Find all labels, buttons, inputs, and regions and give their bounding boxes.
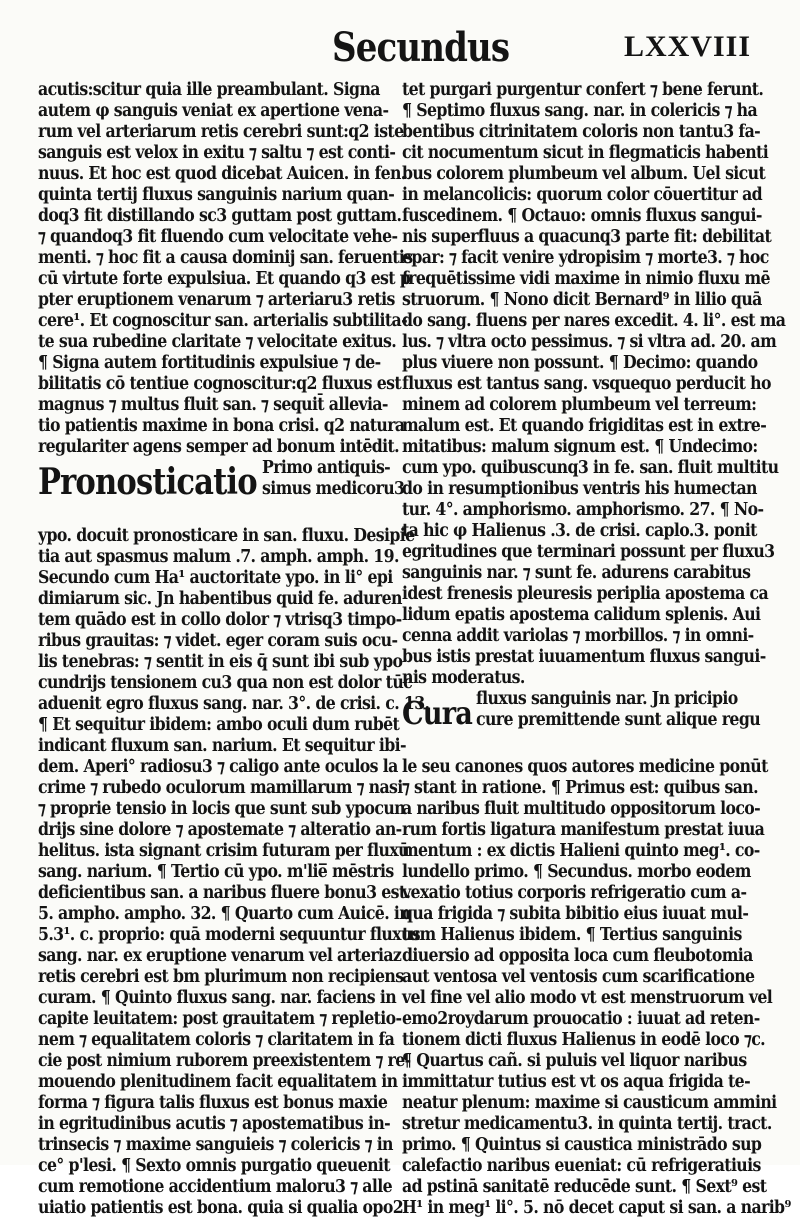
text-line: stretur medicamentu3. in quinta tertij. tract. (402, 1114, 772, 1134)
text-line: tum Halienus ibidem. ¶ Tertius sanguinis (402, 925, 742, 945)
text-line: trinsecis ⁊ maxime sanguieis ⁊ colericis ⁊ in (38, 1135, 393, 1155)
text-line: diuersio ad opposita loca cum fleubotomia (402, 946, 753, 966)
text-line: calefactio naribus eueniat: cū refrigeratiuis (402, 1156, 761, 1176)
text-line: do sang. fluens per nares excedit. 4. li°. est ma (402, 311, 786, 331)
text-line: te sua rubedine claritate ⁊ velocitate exitus. (38, 332, 397, 352)
text-line: magnus ⁊ multus fluit san. ⁊ sequit̄ allevia- (38, 395, 388, 415)
text-line: cundrijs tensionem cu3 qua non est dolor tūc (38, 673, 413, 693)
text-line: capite leuitatem: post grauitatem ⁊ repletio- (38, 1009, 402, 1029)
text-line: bilitatis cō tentiue cognoscitur:q2 fluxus est (38, 374, 401, 394)
text-line: mouendo plenitudinem facit equalitatem in (38, 1072, 398, 1092)
text-line: tem quādo est in collo dolor ⁊ vtrisq3 timpo- (38, 610, 402, 630)
right-column-text-top (402, 80, 786, 689)
text-line: cū virtute forte expulsiua. Et quando q3 est p (38, 269, 411, 289)
text-line: cit nocumentum sicut in flegmaticis habenti (402, 143, 769, 163)
text-line: ypo. docuit pronosticare in san. fluxu. Desipie (38, 526, 415, 546)
text-line: menti. ⁊ hoc fit a causa dominij san. feruentis (38, 248, 413, 268)
text-line: simus medicoru3 (262, 479, 405, 499)
text-line: ⁊ stant in ratione. ¶ Primus est: quibus san. (402, 778, 758, 798)
text-line: regulariter agens semper ad bonum intēdit. (38, 437, 400, 457)
text-line: lis tenebras: ⁊ sentit in eis q̄ sunt ibi sub ypo (38, 652, 403, 672)
section-heading-cura (402, 689, 768, 757)
text-line: ¶ Septimo fluxus sang. nar. in colericis ⁊ ha (402, 101, 758, 121)
text-line: deficientibus san. a naribus fluere bonu3 est. (38, 883, 411, 903)
text-line: cenna addit variolas ⁊ morbillos. ⁊ in omni- (402, 626, 754, 646)
section-heading-pronosticatio (38, 458, 405, 526)
text-line: idest frenesis pleuresis periplia apostema ca (402, 584, 769, 604)
running-title: Secundus (332, 24, 510, 71)
text-line: lus. ⁊ vltra octo pessimus. ⁊ si vltra ad. 20. am (402, 332, 777, 352)
text-line: quinta tertij fluxus sanguinis narium quan- (38, 185, 395, 205)
text-line: 5. ampho. ampho. 32. ¶ Quarto cum Auicē. in (38, 904, 411, 924)
text-line: frequētissime vidi maxime in nimio fluxu mē (402, 269, 770, 289)
text-line: in egritudinibus acutis ⁊ apostematibus in- (38, 1114, 391, 1134)
text-line: mitatibus: malum signum est. ¶ Undecimo: (402, 437, 758, 457)
text-line: aduenit egro fluxus sang. nar. 3°. de crisi. c. 13. (38, 694, 430, 714)
text-line: drijs sine dolore ⁊ apostemate ⁊ alteratio an- (38, 820, 402, 840)
text-line: qua frigida ⁊ subita bibitio eius iuuat mul- (402, 904, 749, 924)
text-line: sanguis est velox in exitu ⁊ saltu ⁊ est conti- (38, 143, 396, 163)
text-line: cum remotione accidentium maloru3 ⁊ alle (38, 1177, 392, 1197)
text-line: nuus. Et hoc est quod dicebat Auicen. in fen. (38, 164, 406, 184)
text-line: nem ⁊ equalitatem coloris ⁊ claritatem in fa (38, 1030, 395, 1050)
text-line: lidum epatis apostema calidum splenis. Aui (402, 605, 761, 625)
text-line: fluxus sanguinis nar. Jn pricipio (476, 689, 738, 709)
text-line: minem ad colorem plumbeum vel terreum: (402, 395, 757, 415)
folio-number: LXXVIII (624, 30, 752, 63)
text-line: nis moderatus. (402, 668, 525, 688)
text-line: ¶ Quartus cañ. si puluis vel liquor naribus (402, 1051, 747, 1071)
text-line: doq3 fit distillando sc3 guttam post guttam. (38, 206, 402, 226)
text-line: rum fortis ligatura manifestum prestat iuua (402, 820, 765, 840)
text-line: cere¹. Et cognoscitur san. arterialis subtilita- (38, 311, 407, 331)
text-line: immittatur tutius est vt os aqua frigida te- (402, 1072, 750, 1092)
text-line: sanguinis nar. ⁊ sunt fe. adurens carabitus (402, 563, 751, 583)
text-line: lundello primo. ¶ Secundus. morbo eodem (402, 862, 751, 882)
text-line: tur. 4°. amphorismo. amphorismo. 27. ¶ No- (402, 500, 764, 520)
text-line: mentum : ex dictis Halieni quinto meg¹. co- (402, 841, 760, 861)
text-line: bus istis prestat iuuamentum fluxus sangui- (402, 647, 766, 667)
text-line: le seu canones quos autores medicine ponūt (402, 757, 768, 777)
text-line: dem. Aperi° radiosu3 ⁊ caligo ante oculos la (38, 757, 398, 777)
left-column (38, 80, 430, 1219)
text-line: aut ventosa vel ventosis cum scarificatione (402, 967, 755, 987)
text-line: rum vel arteriarum retis cerebri sunt:q2 iste (38, 122, 404, 142)
text-line: malum est. Et quando frigiditas est in extre- (402, 416, 767, 436)
right-column-text-bottom (402, 757, 791, 1219)
text-line: sang. nar. ex eruptione venarum vel arteriaz (38, 946, 402, 966)
text-line: emo2roydarum prouocatio : iuuat ad reten- (402, 1009, 760, 1029)
text-line: bus colorem plumbeum vel album. Uel sicut (402, 164, 766, 184)
text-line: ¶ Et sequitur ibidem: ambo oculi dum rubēt (38, 715, 400, 735)
left-column-text-bottom (38, 526, 430, 1219)
text-line: ribus grauitas: ⁊ videt. eger coram suis ocu- (38, 631, 398, 651)
heading-word: Cura (402, 694, 472, 732)
text-line: ce° p'lesi. ¶ Sexto omnis purgatio queuenit (38, 1156, 390, 1176)
text-line: fuscedinem. ¶ Octauo: omnis fluxus sangui- (402, 206, 762, 226)
heading-side-text (476, 689, 761, 731)
text-line: cum ypo. quibuscunq3 in fe. san. fluit multitu (402, 458, 779, 478)
text-line: indicant fluxum san. narium. Et sequitur ibi- (38, 736, 406, 756)
text-line: tio patientis maxime in bona crisi. q2 natura (38, 416, 405, 436)
text-line: retis cerebri est bm plurimum non recipiens (38, 967, 404, 987)
left-column-text-top (38, 80, 413, 458)
text-line: 5.3¹. c. proprio: quā moderni sequuntur fluxus (38, 925, 421, 945)
text-line: ⁊ quandoq3 fit fluendo cum velocitate vehe- (38, 227, 398, 247)
page-header (0, 20, 800, 80)
text-line: cure premittende sunt alique regu (476, 710, 761, 730)
text-line: vexatio totius corporis refrigeratio cum a- (402, 883, 747, 903)
text-line: ¶ Signa autem fortitudinis expulsiue ⁊ de- (38, 353, 381, 373)
text-line: autem φ sanguis veniat ex apertione vena- (38, 101, 389, 121)
text-line: dimiarum sic. Jn habentibus quid fe. aduren (38, 589, 402, 609)
text-line: crime ⁊ rubedo oculorum mamillarum ⁊ nasi (38, 778, 403, 798)
text-line: forma ⁊ figura talis fluxus est bonus maxie (38, 1093, 388, 1113)
text-line: cie post nimium ruborem preexistentem ⁊ re- (38, 1051, 411, 1071)
text-line: Primo antiquis- (262, 458, 391, 478)
text-line: ta hic φ Halienus .3. de crisi. caplo.3. ponit (402, 521, 757, 541)
text-line: acutis:scitur quia ille preambulant. Signa (38, 80, 380, 100)
text-line: tionem dicti fluxus Halienus in eodē loco ⁊c. (402, 1030, 766, 1050)
text-line: a naribus fluit multitudo oppositorum loco- (402, 799, 761, 819)
text-line: epar: ⁊ facit venire ydropisim ⁊ morte3. ⁊ hoc (402, 248, 769, 268)
text-line: uiatio patientis est bona. quia si qualia opo2 (38, 1198, 404, 1218)
text-line: tia aut spasmus malum .7. amph. amph. 19. (38, 547, 399, 567)
text-line: curam. ¶ Quinto fluxus sang. nar. faciens in (38, 988, 397, 1008)
text-line: in melancolicis: quorum color cōuertitur ad (402, 185, 763, 205)
text-line: fluxus est tantus sang. vsquequo perducit ho (402, 374, 771, 394)
text-line: neatur plenum: maxime si causticum ammini (402, 1093, 777, 1113)
text-line: nis superfluus a quacunq3 parte fit: debilitat (402, 227, 772, 247)
text-line: bentibus citrinitatem coloris non tantu3 fa- (402, 122, 761, 142)
right-column (402, 80, 791, 1219)
text-line: ⁊ proprie tensio in locis que sunt sub ypocun (38, 799, 405, 819)
text-line: do in resumptionibus ventris his humectan (402, 479, 757, 499)
text-line: pter eruptionem venarum ⁊ arteriaru3 retis (38, 290, 395, 310)
text-line: ad pstinā sanitatē reducēde sunt. ¶ Sext⁹ est (402, 1177, 767, 1197)
heading-word: Pronosticatio (38, 461, 257, 503)
text-line: tet purgari purgentur confert ⁊ bene ferunt. (402, 80, 764, 100)
text-line: sang. narium. ¶ Tertio cū ypo. m'lie̅ mēstris (38, 862, 394, 882)
text-line: helitus. ista signant crisim futuram per fluxū (38, 841, 409, 861)
text-line: vel fine vel alio modo vt est menstruorum vel (402, 988, 773, 1008)
text-line: primo. ¶ Quintus si caustica ministrādo sup (402, 1135, 762, 1155)
text-line: H¹ in meg¹ li°. 5. nō decet caput si san. a narib⁹ (402, 1198, 791, 1218)
text-line: struorum. ¶ Nono dicit Bernard⁹ in lilio quā (402, 290, 762, 310)
text-line: egritudines que terminari possunt per fluxu3 (402, 542, 775, 562)
text-line: Secundo cum Ha¹ auctoritate ypo. in li° epi (38, 568, 393, 588)
text-line: plus viuere non possunt. ¶ Decimo: quando (402, 353, 758, 373)
